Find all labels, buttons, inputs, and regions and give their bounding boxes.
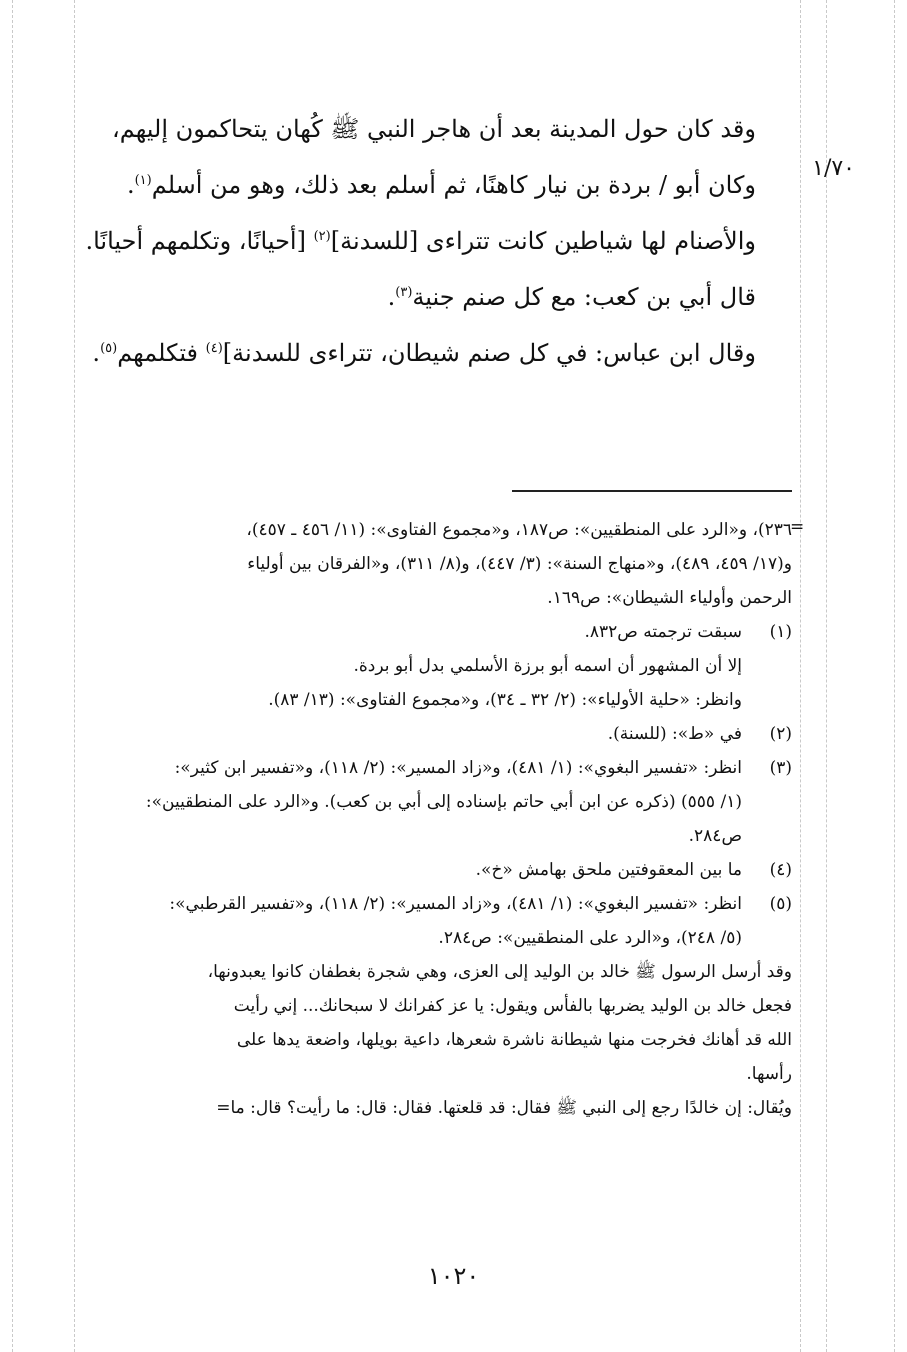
footnote-line: الرحمن وأولياء الشيطان»: ص١٦٩. bbox=[547, 588, 792, 608]
footnote-line: إلا أن المشهور أن اسمه أبو برزة الأسلمي بدل أبو بردة. bbox=[353, 656, 742, 676]
main-text bbox=[78, 103, 792, 379]
footnotes bbox=[78, 513, 792, 1125]
footnote-number: (٢) bbox=[769, 724, 792, 744]
margin-reference: ١/٧٠ bbox=[812, 156, 855, 181]
footnote-1: (١) سبقت ترجمته ص٨٣٢. bbox=[78, 615, 792, 649]
footnote-line: رأسها. bbox=[746, 1064, 792, 1084]
footnote-separator bbox=[512, 490, 792, 492]
footnote-number: (٣) bbox=[769, 758, 792, 778]
footnote-line: (٥/ ٢٤٨)، و«الرد على المنطقيين»: ص٢٨٤. bbox=[438, 928, 742, 948]
scan-guide-line bbox=[800, 0, 801, 1352]
footnote-line: وانظر: «حلية الأولياء»: (٢/ ٣٢ ـ ٣٤)، و«مجموع الفتاوى»: (١٣/ ٨٣). bbox=[268, 690, 742, 710]
footnote-4: (٤) ما بين المعقوفتين ملحق بهامش «خ». bbox=[78, 853, 792, 887]
paragraph: والأصنام لها شياطين كانت تتراءى [للسدنة]$^{(٢)}$ [أحيانًا، وتكلمهم أحيانًا. bbox=[85, 227, 756, 255]
footnote-5: (٥) انظر: «تفسير البغوي»: (١/ ٤٨١)، و«زاد المسير»: (٢/ ١١٨)، و«تفسير القرطبي»: bbox=[78, 887, 792, 921]
paragraph: وقال ابن عباس: في كل صنم شيطان، تتراءى للسدنة]$^{(٤)}$ فتكلمهم$^{(٥)}$. bbox=[92, 339, 756, 367]
footnote-ref: (١) bbox=[134, 173, 152, 188]
paragraph: وقد كان حول المدينة بعد أن هاجر النبي ﷺ كُهان يتحاكمون إليهم، bbox=[112, 115, 756, 143]
footnote-number: (١) bbox=[769, 622, 792, 642]
continuation-mark: = bbox=[790, 517, 805, 537]
footnote-3: (٣) انظر: «تفسير البغوي»: (١/ ٤٨١)، و«زاد المسير»: (٢/ ١١٨)، و«تفسير ابن كثير»: bbox=[78, 751, 792, 785]
paragraph: وكان أبو / بردة بن نيار كاهنًا، ثم أسلم بعد ذلك، وهو من أسلم$^{(١)}$. bbox=[126, 171, 756, 199]
footnote-line: (١/ ٥٥٥) (ذكره عن ابن أبي حاتم بإسناده إلى أبي بن كعب). و«الرد على المنطقيين»: bbox=[145, 792, 742, 812]
footnote-number: (٥) bbox=[769, 894, 792, 914]
paragraph: قال أبي بن كعب: مع كل صنم جنية$^{(٣)}$. bbox=[387, 283, 756, 311]
footnote-line: و(١٧/ ٤٥٩، ٤٨٩)، و«منهاج السنة»: (٣/ ٤٤٧)، و(٨/ ٣١١)، و«الفرقان بين أولياء bbox=[247, 554, 792, 574]
footnote-line: الله قد أهانك فخرجت منها شيطانة ناشرة شعرها، داعية بويلها، واضعة يدها على bbox=[236, 1030, 792, 1050]
scan-guide-line bbox=[12, 0, 13, 1352]
footnote-ref: (٢) bbox=[313, 229, 331, 244]
footnote-line: ويُقال: إن خالدًا رجع إلى النبي ﷺ فقال: قد قلعتها. فقال: قال: ما رأيت؟ قال: ما= bbox=[216, 1098, 792, 1118]
page-number: ١٠٢٠ bbox=[427, 1262, 480, 1290]
scan-guide-line bbox=[74, 0, 75, 1352]
footnote-line: فجعل خالد بن الوليد يضربها بالفأس ويقول: يا عز كفرانك لا سبحانك... إني رأيت bbox=[233, 996, 792, 1016]
footnote-line: ٢٣٦)، و«الرد على المنطقيين»: ص١٨٧، و«مجموع الفتاوى»: (١١/ ٤٥٦ ـ ٤٥٧)، bbox=[246, 520, 792, 540]
footnote-ref: (٣) bbox=[395, 285, 413, 300]
footnote-line: ص٢٨٤. bbox=[688, 826, 742, 846]
footnote-line: وقد أرسل الرسول ﷺ خالد بن الوليد إلى العزى، وهي شجرة بغطفان كانوا يعبدونها، bbox=[207, 962, 792, 982]
scan-guide-line bbox=[826, 0, 827, 1352]
scan-guide-line bbox=[894, 0, 895, 1352]
footnote-ref: (٤) bbox=[205, 341, 223, 356]
footnote-2: (٢) في «ط»: (للسنة). bbox=[78, 717, 792, 751]
footnote-ref: (٥) bbox=[100, 341, 118, 356]
footnote-number: (٤) bbox=[769, 860, 792, 880]
